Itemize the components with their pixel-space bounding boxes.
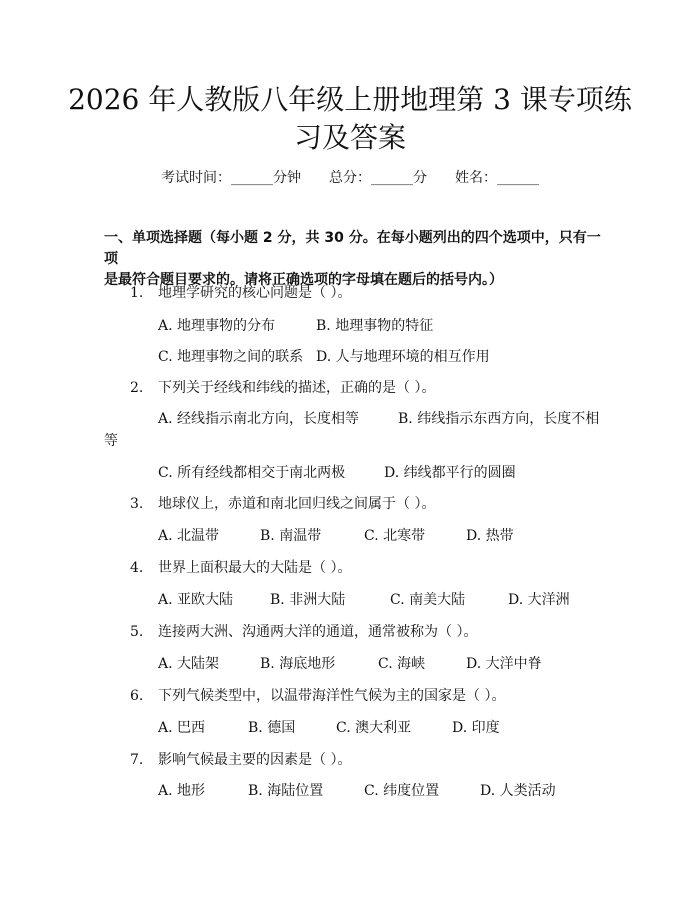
option-c: C. 澳大利亚 bbox=[336, 720, 412, 736]
question-text: 影响气候最主要的因素是（ ）。 bbox=[158, 752, 352, 768]
question-text: 地理学研究的核心问题是（ ）。 bbox=[158, 285, 352, 301]
option-d: D. 纬线都平行的圆圈 bbox=[384, 465, 516, 481]
option-d: D. 热带 bbox=[466, 528, 514, 544]
option-b: B. 纬线指示东西方向，长度不相 bbox=[398, 411, 600, 427]
option-d: D. 大洋中脊 bbox=[466, 656, 542, 672]
option-a: A. 大陆架 bbox=[158, 656, 220, 672]
option-b: B. 德国 bbox=[248, 720, 296, 736]
option-d: D. 人与地理环境的相互作用 bbox=[316, 349, 490, 365]
option-c: C. 海峡 bbox=[378, 656, 426, 672]
option-d: D. 印度 bbox=[452, 720, 500, 736]
option-b: B. 南温带 bbox=[260, 528, 322, 544]
question-text: 连接两大洲、沟通两大洋的通道，通常被称为（ ）。 bbox=[158, 624, 478, 640]
question-number: 2. bbox=[130, 380, 144, 396]
section-heading-line1: 一、单项选择题（每小题 2 分，共 30 分。在每小题列出的四个选项中，只有一项 bbox=[104, 230, 601, 267]
option-d: D. 人类活动 bbox=[480, 783, 556, 799]
question-text: 下列关于经线和纬线的描述，正确的是（ ）。 bbox=[158, 380, 436, 396]
question-number: 5. bbox=[130, 624, 144, 640]
question-text: 世界上面积最大的大陆是（ ）。 bbox=[158, 560, 352, 576]
exam-total-score: 总分：______分 bbox=[329, 170, 427, 186]
exam-name: 姓名：______ bbox=[455, 170, 539, 186]
option-b: B. 海底地形 bbox=[260, 656, 336, 672]
question-2 bbox=[130, 377, 435, 397]
question-1 bbox=[130, 282, 351, 302]
option-c: C. 南美大陆 bbox=[390, 592, 466, 608]
section-heading-line2: 是最符合题目要求的。请将正确选项的字母填在题后的括号内。） bbox=[104, 272, 503, 288]
option-a: A. 经线指示南北方向，长度相等 bbox=[158, 411, 360, 427]
question-5 bbox=[130, 621, 477, 641]
question-6 bbox=[130, 685, 505, 705]
question-4 bbox=[130, 557, 351, 577]
option-a: A. 北温带 bbox=[158, 528, 220, 544]
question-number: 6. bbox=[130, 688, 144, 704]
option-a: A. 地理事物的分布 bbox=[158, 318, 276, 334]
question-3 bbox=[130, 493, 435, 513]
option-c: C. 北寒带 bbox=[364, 528, 426, 544]
option-b: B. 非洲大陆 bbox=[270, 592, 346, 608]
option-c: C. 所有经线都相交于南北两极 bbox=[158, 465, 346, 481]
exam-time: 考试时间：______分钟 bbox=[161, 170, 301, 186]
option-d: D. 大洋洲 bbox=[508, 592, 570, 608]
option-c: C. 纬度位置 bbox=[364, 783, 440, 799]
question-text: 地球仪上，赤道和南北回归线之间属于（ ）。 bbox=[158, 496, 436, 512]
question-number: 4. bbox=[130, 560, 144, 576]
document-title-line2: 习及答案 bbox=[293, 121, 406, 154]
question-text: 下列气候类型中，以温带海洋性气候为主的国家是（ ）。 bbox=[158, 688, 506, 704]
option-b: B. 海陆位置 bbox=[248, 783, 324, 799]
option-a: A. 地形 bbox=[158, 783, 206, 799]
exam-meta bbox=[0, 167, 700, 187]
question-number: 7. bbox=[130, 752, 144, 768]
option-b-wrap: 等 bbox=[104, 433, 118, 449]
option-a: A. 亚欧大陆 bbox=[158, 592, 234, 608]
option-b: B. 地理事物的特征 bbox=[316, 318, 434, 334]
question-7 bbox=[130, 749, 351, 769]
question-number: 3. bbox=[130, 496, 144, 512]
option-a: A. 巴西 bbox=[158, 720, 206, 736]
question-number: 1. bbox=[130, 285, 144, 301]
document-title-line1: 2026 年人教版八年级上册地理第 3 课专项练 bbox=[68, 83, 632, 116]
option-c: C. 地理事物之间的联系 bbox=[158, 349, 304, 365]
